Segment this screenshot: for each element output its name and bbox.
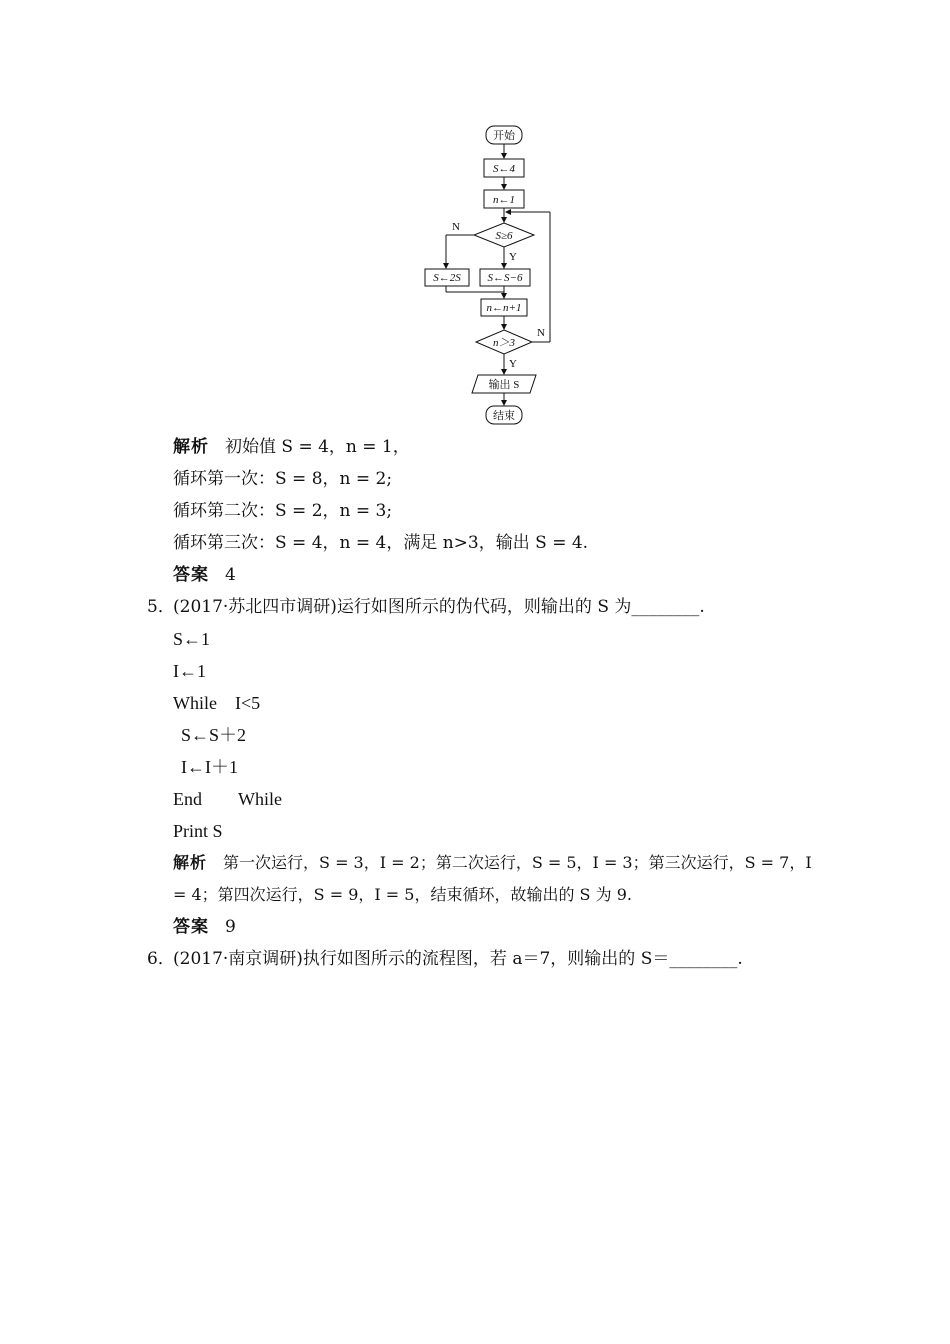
answer-value: 4 [225, 565, 236, 585]
q4-loop2: 循环第二次：S = 2，n = 3; [173, 501, 393, 521]
n-init-text: n←1 [493, 194, 515, 206]
end-text: 结束 [493, 410, 515, 422]
q5-analysis [173, 851, 812, 875]
q5-answer [173, 915, 236, 939]
flowchart [420, 122, 560, 432]
inc-box-text: n←n+1 [486, 302, 522, 314]
left-box-text: S←2S [433, 272, 461, 284]
right-box-text: S←S−6 [487, 272, 523, 284]
analysis-label: 解析 [173, 853, 208, 872]
answer-value: 9 [225, 917, 236, 937]
code-line-4: S←S＋2 [181, 725, 247, 745]
code-line-3: While I<5 [173, 693, 261, 713]
code-line-7: Print S [173, 821, 223, 841]
code-line-5: I←I＋1 [181, 757, 238, 777]
q5-analysis-cont: = 4；第四次运行，S = 9，I = 5，结束循环，故输出的 S 为 9. [173, 885, 632, 904]
start-text: 开始 [493, 130, 515, 142]
analysis-text: 第一次运行，S = 3，I = 2；第二次运行，S = 5，I = 3；第三次运行，S = 7，I [223, 853, 812, 872]
cond2-text: n＞3 [493, 337, 515, 349]
q6-question: (2017·南京调研)执行如图所示的流程图，若 a＝7，则输出的 S＝________. [173, 949, 743, 969]
q4-answer [173, 563, 236, 587]
s-init-text: S←4 [493, 163, 515, 175]
answer-label: 答案 [173, 565, 209, 585]
cond1-text: S≥6 [495, 230, 513, 242]
flowchart-svg [420, 122, 560, 432]
y-label: Y [509, 251, 517, 263]
answer-label: 答案 [173, 917, 209, 937]
code-line-2: I←1 [173, 661, 206, 681]
code-line-1: S←1 [173, 629, 211, 649]
q5-question: (2017·苏北四市调研)运行如图所示的伪代码，则输出的 S 为________. [173, 597, 705, 617]
y2-label: Y [509, 358, 517, 370]
q5-number: 5． [147, 597, 175, 617]
analysis-label: 解析 [173, 437, 209, 457]
q4-analysis [173, 435, 410, 459]
q6-number: 6． [147, 949, 175, 969]
n2-label: N [537, 327, 545, 339]
q4-loop1: 循环第一次：S = 8，n = 2; [173, 469, 393, 489]
code-line-6: End While [173, 789, 282, 809]
analysis-text: 初始值 S = 4，n = 1， [225, 437, 410, 457]
q4-loop3: 循环第三次：S = 4，n = 4，满足 n>3，输出 S = 4. [173, 533, 589, 553]
n-label: N [452, 221, 460, 233]
output-text: 输出 S [488, 379, 520, 391]
